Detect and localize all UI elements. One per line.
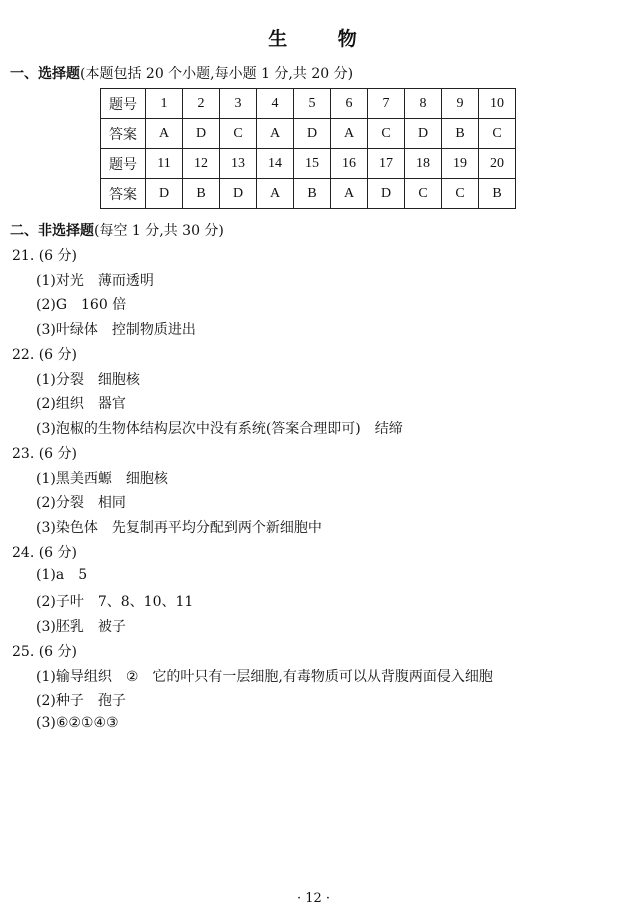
answer-part: 5 (78, 567, 88, 583)
answer-part: (3)⑥②①④③ (36, 715, 119, 731)
answer-line (36, 492, 126, 512)
section1-heading: 一、选择题 (10, 66, 80, 82)
answer-part: 器官 (97, 396, 126, 412)
section1-header (10, 63, 353, 83)
answer-line (36, 319, 196, 339)
table-cell: C (220, 119, 257, 149)
answer-part: 它的叶只有一层细胞,有毒物质可以从背腹两面侵入细胞 (152, 669, 493, 685)
answer-part: (2)组织 (36, 396, 84, 412)
table-cell: 11 (146, 149, 183, 179)
answer-part: 结缔 (374, 421, 403, 437)
table-cell: 4 (257, 89, 294, 119)
answer-part: 7、8、10、11 (97, 594, 194, 610)
section2-heading: 二、非选择题 (10, 223, 94, 239)
answer-part: (1)分裂 (36, 372, 84, 388)
table-cell: 7 (368, 89, 405, 119)
table-cell: 5 (294, 89, 331, 119)
table-cell: 20 (479, 149, 516, 179)
table-cell: B (294, 179, 331, 209)
answer-part: 细胞核 (97, 372, 140, 388)
table-cell: C (405, 179, 442, 209)
answer-part: (1)a (36, 567, 65, 583)
answer-part: 控制物质进出 (111, 322, 196, 338)
answer-part: 被子 (97, 619, 126, 635)
table-cell: 14 (257, 149, 294, 179)
table-cell: A (146, 119, 183, 149)
answer-line (36, 567, 87, 583)
table-cell: C (479, 119, 516, 149)
table-cell: 17 (368, 149, 405, 179)
answer-part: (2)分裂 (36, 495, 84, 511)
table-cell: 16 (331, 149, 368, 179)
table-row-numbers-1 (101, 89, 516, 119)
table-cell: A (257, 179, 294, 209)
section2-header (10, 220, 224, 240)
table-cell: B (183, 179, 220, 209)
table-cell: D (146, 179, 183, 209)
table-cell: 2 (183, 89, 220, 119)
answer-part: (3)胚乳 (36, 619, 84, 635)
table-cell: 1 (146, 89, 183, 119)
table-cell: 12 (183, 149, 220, 179)
answer-line (36, 591, 193, 611)
answer-part: (2)种子 (36, 693, 84, 709)
answer-part: (1)黑美西螈 (36, 471, 112, 487)
table-cell: B (479, 179, 516, 209)
table-cell: 3 (220, 89, 257, 119)
answer-part: ② (125, 669, 139, 685)
table-cell: A (257, 119, 294, 149)
table-cell: 15 (294, 149, 331, 179)
table-cell: 13 (220, 149, 257, 179)
answer-line (36, 468, 168, 488)
table-cell: D (368, 179, 405, 209)
table-row-numbers-2 (101, 149, 516, 179)
answer-line (36, 666, 493, 686)
answer-part: 孢子 (97, 693, 126, 709)
answer-line (36, 715, 119, 731)
table-cell: A (331, 119, 368, 149)
page-title: 生 物 (268, 28, 379, 50)
answer-line (36, 270, 154, 290)
page-number: · 12 · (296, 891, 331, 906)
answer-line (36, 294, 126, 314)
answer-line (36, 517, 322, 537)
answer-part: (1)输导组织 (36, 669, 112, 685)
answer-part: 相同 (97, 495, 126, 511)
table-cell: 6 (331, 89, 368, 119)
answer-part: (3)叶绿体 (36, 322, 98, 338)
table-row-answers-1 (101, 119, 516, 149)
question-22-label: 22. (6 分) (12, 347, 77, 363)
table-row-answers-2 (101, 179, 516, 209)
table-cell: 19 (442, 149, 479, 179)
table-label-number: 题号 (101, 149, 146, 179)
table-label-answer: 答案 (101, 179, 146, 209)
answer-table (100, 88, 516, 209)
answer-line (36, 690, 126, 710)
answer-part: 先复制再平均分配到两个新细胞中 (111, 520, 322, 536)
question-21-label: 21. (6 分) (12, 248, 77, 264)
answer-part: 薄而透明 (97, 273, 154, 289)
table-cell: D (294, 119, 331, 149)
answer-line (36, 369, 140, 389)
table-cell: 10 (479, 89, 516, 119)
table-cell: C (442, 179, 479, 209)
table-label-answer: 答案 (101, 119, 146, 149)
answer-part: (3)泡椒的生物体结构层次中没有系统(答案合理即可) (36, 421, 361, 437)
answer-part: (2)子叶 (36, 594, 84, 610)
table-cell: B (442, 119, 479, 149)
table-cell: 9 (442, 89, 479, 119)
table-cell: D (220, 179, 257, 209)
answer-part: 细胞核 (125, 471, 168, 487)
table-cell: 8 (405, 89, 442, 119)
answer-line (36, 418, 403, 438)
answer-line (36, 616, 126, 636)
table-cell: D (405, 119, 442, 149)
table-cell: A (331, 179, 368, 209)
question-25-label: 25. (6 分) (12, 644, 77, 660)
answer-part: (1)对光 (36, 273, 84, 289)
answer-line (36, 393, 126, 413)
answer-part: (3)染色体 (36, 520, 98, 536)
table-cell: C (368, 119, 405, 149)
table-cell: 18 (405, 149, 442, 179)
answer-part: (2)G (36, 297, 68, 313)
question-24-label: 24. (6 分) (12, 545, 77, 561)
answer-part: 160 倍 (81, 297, 127, 313)
question-23-label: 23. (6 分) (12, 446, 77, 462)
section2-note: (每空 1 分,共 30 分) (94, 223, 224, 239)
section1-note: (本题包括 20 个小题,每小题 1 分,共 20 分) (80, 66, 354, 82)
table-label-number: 题号 (101, 89, 146, 119)
table-cell: D (183, 119, 220, 149)
